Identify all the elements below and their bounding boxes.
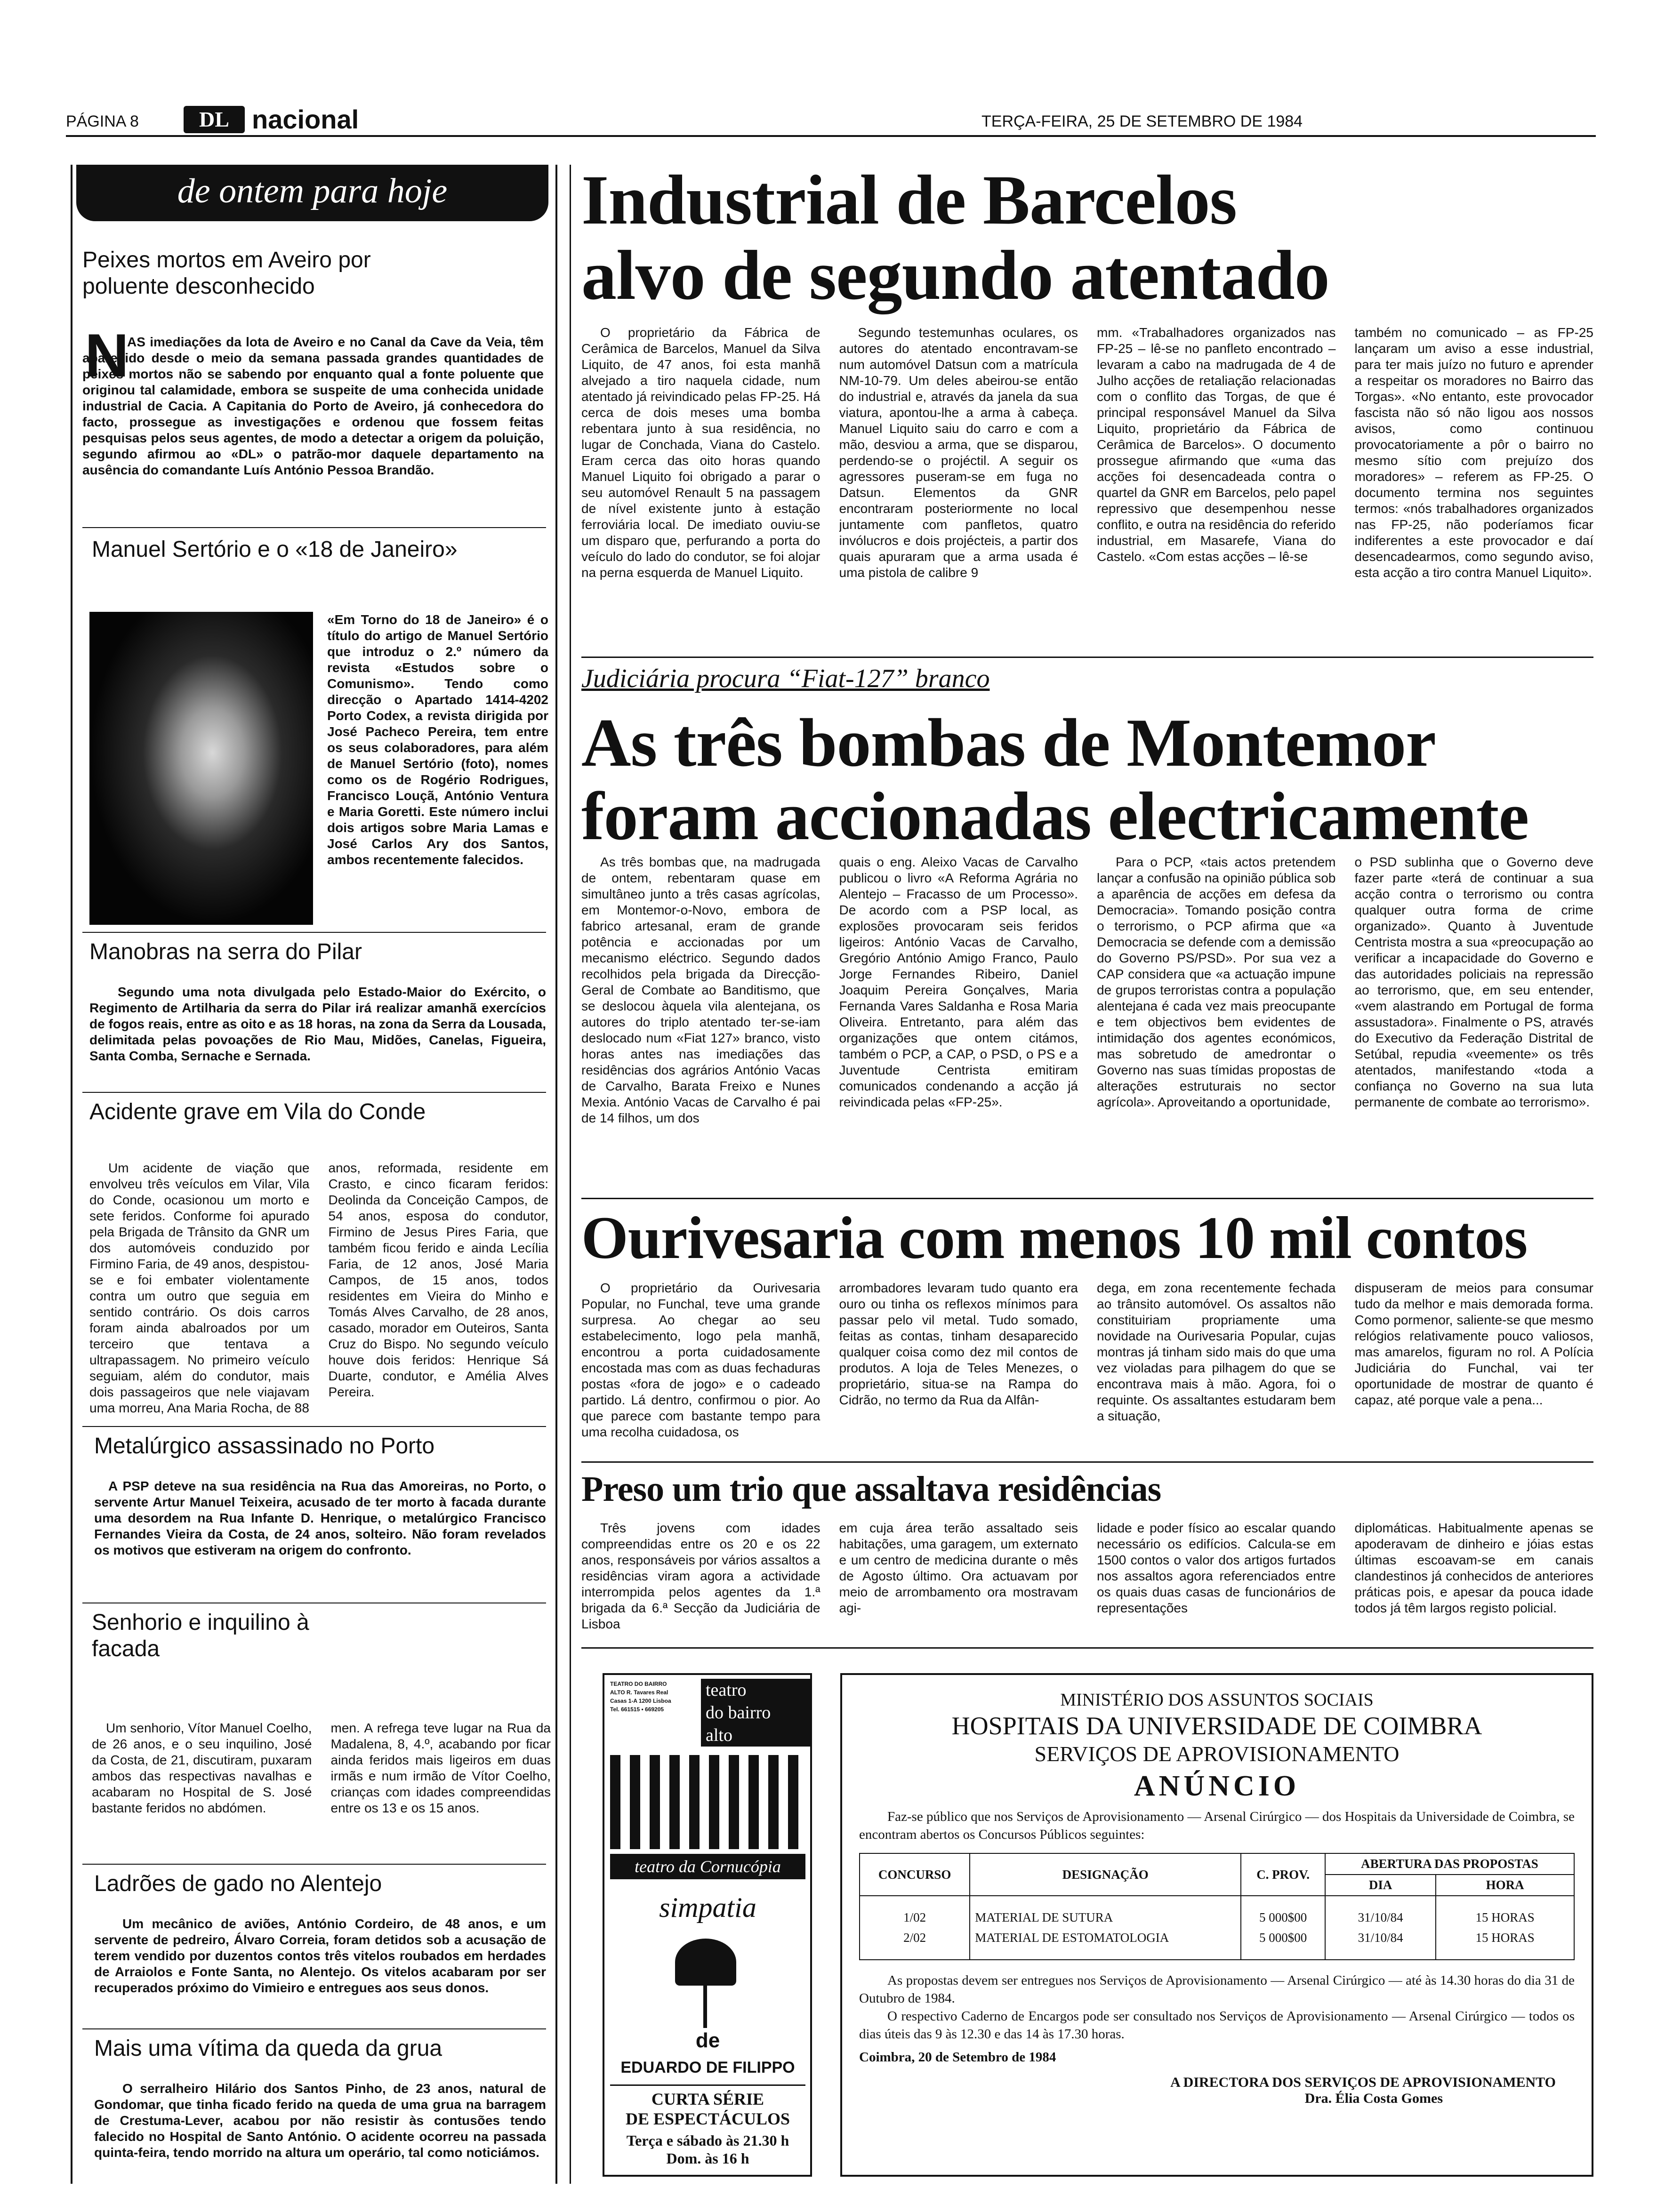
col-dia: DIA [1325,1875,1436,1896]
dl-logo: DL [184,106,245,133]
teatro-address: TEATRO DO BAIRRO ALTO R. Tavares Real Casas 1-A 1200 Lisboa Tel. 661515 • 669205 [610,1681,671,1713]
sidebar-item-manobras: Manobras na serra do Pilar Segundo uma nota divulgada pelo Estado-Maior do Exército, o Regimento de Artilharia da serra do Pilar irá realizar amanhã exercícios de fogos reais, entre as oito e as 18 horas, na zona da Serra da Lousada, delimitada pelas povoações de Rio Mau, Midões, Canelas, Figueira, Santa Comba, Sernache e Sernada. [89,939,546,1063]
showtimes: Terça e sábado às 21.30 h Dom. às 16 h [626,2132,789,2167]
sidebar-item-title: Metalúrgico assassinado no Porto [94,1434,435,1459]
col-hora: HORA [1436,1875,1574,1896]
ourivesaria-columns: O proprietário da Ourivesaria Popular, no Funchal, teve uma grande surpresa. Ao chegar ao seu estabelecimento, logo pela manhã, encontrou a porta cuidadosamente encostada mas com as duas fechaduras postas «fora de jogo» e o cadeado partido. Lá dentro, confirmou o pior. Ao que parece com bastante tempo para uma recolha cuidadosa, os arrombadores levaram tudo quanto era ouro ou tinha os reflexos mínimos para passar pelo vil metal. Tudo somado, feitas as contas, tinham desaparecido qualquer coisa como dez mil contos de produtos. A loja de Teles Menezes, o proprietário, situa-se na Rampa do Cidrão, no termo da Rua da Alfân- dega, em zona recentemente fechada ao trânsito automóvel. Os assaltos não constituiriam propriamente uma novidade na Ourivesaria Popular, cujas montras já tinham sido mais do que uma vez violadas para pilhagem do que se encontrava mais à mão. Agora, foi o requinte. Os assaltantes estudaram bem a situação, dispuseram de meios para consumar tudo da melhor e mais demorada forma. Como pormenor, saliente-se que mesmo relógios relativamente pouco valiosos, mas amarelos, figuram no rol. A Polícia Judiciária do Funchal, vai ter oportunidade de mostrar de quanto é capaz, até porque vale a pena... [581,1281,1593,1439]
peixes-body: AS imediações da lota de Aveiro e no Canal da Cave da Veia, têm aparecido desde o meio da semana passada grandes quantidades de peixes mortos não se sabendo por enquanto qual a fonte poluente que originou tal calamidade, embora se suspeite de uma conhecida unidade industrial de Cacia. A Capitania do Porto de Aveiro, já conhecedora do facto, prossegue as investigações e ordenou que fossem feitas pesquisas pelos seus agentes, de modo a detectar a origem da poluição, segundo afirmou ao «DL» o patrão-mor daquele departamento na ausência do comandante Luís António Pessoa Brandão. [82,335,544,477]
play-title: simpatia [659,1892,756,1923]
page-number: PÁGINA 8 [66,112,139,130]
sidebar-item-title: Peixes mortos em Aveiro por poluente desconhecido [82,248,371,299]
signature-title: A DIRECTORA DOS SERVIÇOS DE APROVISIONAMENTO [1170,2075,1556,2090]
teatro-logo: teatro do bairro alto [701,1679,812,1747]
montemor-headline: As três bombas de Montemor foram accionadas electricamente [581,705,1529,854]
sidebar-item-metalurgico: Metalúrgico assassinado no Porto A PSP deteve na sua residência na Rua das Amoreiras, no Porto, o servente Artur Manuel Teixeira, acusado de ter morto à facada durante uma desordem na Rua Infante D. Henrique, o metalúrgico Francisco Fernandes Vieira da Costa, de 24 anos, solteiro. Não foram revelados os motivos que estiveram na origem do confronto. [94,1434,546,1557]
sidebar-item-senhorio [92,1610,322,1662]
sidebar-sep [82,1864,546,1865]
hospital-ad [840,1673,1593,2177]
ministry: MINISTÉRIO DOS ASSUNTOS SOCIAIS [1060,1690,1374,1710]
barcelos-headline: Industrial de Barcelos alvo de segundo atentado [581,161,1329,314]
hospital-name: HOSPITAIS DA UNIVERSIDADE DE COIMBRA [951,1712,1482,1740]
sidebar-right-border [555,165,557,2184]
section-name: nacional [252,104,359,134]
sidebar-item-title: Ladrões de gado no Alentejo [94,1871,382,1896]
sidebar-item-title: Mais uma vítima da queda da grua [94,2036,442,2061]
preso-rule [581,1647,1593,1649]
sidebar-item-title: Senhorio e inquilino à facada [92,1610,309,1661]
sertorio-body: «Em Torno do 18 de Janeiro» é o título do artigo de Manuel Sertório que introduz o 2.º número da revista «Estudos sobre o Comunismo». Tendo como direcção o Apartado 1414-4202 Porto Codex, a revista dirigida por José Pacheco Pereira, tem entre os seus colaboradores, para além de Manuel Sertório (foto), nomes como os de Rogério Rodrigues, Francisco Louçã, António Ventura e Maria Goretti. Este número inclui dois artigos sobre Maria Lamas e José Carlos Ary dos Santos, ambos recentemente falecidos. [327,612,548,867]
concursos-table [859,1853,1575,1960]
sertorio-photo [89,612,313,925]
ad-rule [610,2084,805,2086]
masthead [66,106,1596,134]
sidebar-item-ladroes: Ladrões de gado no Alentejo Um mecânico de aviões, António Cordeiro, de 48 anos, e um servente de pedreiro, Álvaro Correia, foram detidos sob a acusação de terem vendido por duzentos contos três vitelos roubados em herdades de Arraiolos e Fonte Santa, no Alentejo. Os vitelos acabaram por ser recuperados próximo do Vimieiro e entregues aos seus donos. [94,1871,546,1995]
anuncio-title: ANÚNCIO [1134,1770,1300,1802]
barcelos-columns: O proprietário da Fábrica de Cerâmica de Barcelos, Manuel da Silva Liquito, de 47 anos, foi esta manhã alvejado a tiro naquela cidade, num atentado já reivindicado pelas FP-25. Há cerca de dois meses uma bomba rebentara junto à sua residência, no lugar de Conchada, Viana do Castelo. Eram cerca das oito horas quando Manuel Liquito foi obrigado a parar o seu automóvel Renault 5 na passagem de nível existente junto à estação ferroviária local. De imediato ouviu-se um disparo que, perfurando a porta do veículo do lado do condutor, se foi alojar na perna esquerda de Manuel Liquito. Segundo testemunhas oculares, os autores do atentado encontravam-se num automóvel Datsun com a matrícula NM-10-79. Um deles abeirou-se então do industrial e, através da janela da sua viatura, apontou-lhe a arma à cabeça. Manuel Liquito saiu do carro e com a mão, desviou a arma, que se disparou, perdendo-se o projéctil. A seguir os agressores puseram-se em fuga no Datsun. Elementos da GNR encontraram posteriormente no local juntamente com panfletos, quatro invólucros e dois projécteis, a partir dos quais apuraram que a arma usada é uma pistola de calibre 9 mm. «Trabalhadores organizados nas FP-25 – lê-se no panfleto encontrado – levaram a cabo na madrugada de 4 de Julho acções de retaliação relacionadas com o conflito das Torgas, de que é principal responsável Manuel da Silva Liquito, proprietário da Fábrica de Cerâmica de Barcelos». O documento prossegue afirmando que «uma das acções foi desencadeada contra o quartel da GNR em Barcelos, pelo papel repressivo que desempenhou nesse conflito, e outra na residência do referido industrial, em Masarefe, Viana do Castelo. «Com estas acções – lê-se também no comunicado – as FP-25 lançaram um aviso a esse industrial, para ter mais juízo no futuro e aprender a respeitar os moradores no Bairro das Torgas». «No entanto, este provocador fascista não só não ligou aos nossos avisos, como continuou provocatoriamente a pôr o bairro no mesmo sítio com prejuízo dos moradores» – referem as FP-25. O documento termina nos seguintes termos: «nós trabalhadores organizados nas FP-25, não poderíamos ficar indiferentes a este provocador e daí desencadearmos, como segundo aviso, esta acção a tiro contra Manuel Liquito». [581,325,1593,580]
barcelos-rule [581,657,1593,658]
preso-columns: Três jovens com idades compreendidas entre os 20 e os 22 anos, responsáveis por vários assaltos a residências viram agora a actividade interrompida pelos agentes da 1.ª brigada da 6.ª Secção da Judiciária de Lisboa em cuja área terão assaltado seis habitações, uma garagem, um externato e um centro de medicina durante o mês de Agosto último. Ora actuavam por meio de arrombamento ora mostravam agi- lidade e poder físico ao escalar quando necessário os edifícios. Calcula-se em 1500 contos o valor dos artigos furtados nos assaltos agora referenciados entre os quais duas casas de funcionários de representações diplomáticas. Habitualmente apenas se apoderavam de dinheiro e jóias estas últimas escoavam-se em canais clandestinos já conhecidos de anteriores práticas pois, e apesar da pouca idade todos já têm largos registo policial. [581,1521,1593,1631]
issue-date: TERÇA-FEIRA, 25 DE SETEMBRO DE 1984 [981,112,1303,130]
col-concurso: CONCURSO [860,1853,970,1896]
sidebar-sep [82,2028,546,2029]
col-designacao: DESIGNAÇÃO [970,1853,1241,1896]
masthead-rule [66,135,1596,137]
sidebar-item-title: Manuel Sertório e o «18 de Janeiro» [92,537,458,562]
preso-headline: Preso um trio que assaltava residências [581,1469,1161,1509]
sidebar-item-peixes [82,247,548,300]
sidebar-left-border [71,165,72,2184]
acidente-columns: Um acidente de viação que envolveu três veículos em Vilar, Vila do Conde, ocasionou um morto e sete feridos. Conforme foi apurado pela Brigada de Trânsito da GNR um dos automóveis conduzido por Firmino Faria, de 49 anos, despistou-se e foi embater violentamente contra um outro que seguia em sentido contrário. Os dois carros foram ainda abalroados por um terceiro que tentava a ultrapassagem. No primeiro veículo seguiam, além do condutor, mais dois passageiros que nele viajavam uma morreu, Ana Maria Rocha, de 88 anos, reformada, residente em Crasto, e cinco ficaram feridos: Deolinda da Conceição Campos, de 54 anos, esposa do condutor, Firmino de Jesus Pires Faria, que também ficou ferido e ainda Lecília Faria, de 12 anos, José Maria Campos, de 15 anos, todos residentes em Vieira do Minho e Tomás Alves Carvalho, de 28 anos, casado, morador em Outeiros, Santa Cruz do Bispo. No segundo veículo houve dois feridos: Henrique Sá Duarte, condutor, e Amélia Alves Pereira. [89,1161,548,1415]
dancers-illustration [610,1755,805,1849]
sidebar-sep [82,527,546,528]
series-label: CURTA SÉRIE DE ESPECTÁCULOS [625,2090,790,2128]
montemor-rule [581,1198,1593,1199]
col-abertura: ABERTURA DAS PROPOSTAS [1325,1853,1574,1875]
sidebar-sep [82,932,546,933]
senhorio-columns: Um senhorio, Vítor Manuel Coelho, de 26 anos, e o seu inquilino, José da Costa, de 21, discutiram, puxaram ambos das respectivas navalhas e acabaram no Hospital de S. José bastante feridos no abdómen. men. A refrega teve lugar na Rua da Madalena, 8, 4.º, acabando por ficar ainda feridos mais ligeiros em duas irmãs e num irmão de Vítor Coelho, crianças com idades compreendidas entre os 13 e os 15 anos. [92,1721,551,1815]
sidebar-item-title: Manobras na serra do Pilar [89,939,362,964]
teatro-ad [603,1673,812,2177]
sidebar-sep [82,1092,546,1093]
service-name: SERVIÇOS DE APROVISIONAMENTO [1034,1742,1400,1766]
table-row: 2/02 MATERIAL DE ESTOMATOLOGIA 5 000$00 31/10/84 15 HORAS [860,1928,1574,1960]
sidebar-banner [76,165,548,221]
montemor-columns: As três bombas que, na madrugada de ontem, rebentaram quase em simultâneo junto a três casas agrícolas, em Montemor-o-Novo, embora de fabrico artesanal, eram de grande potência e accionadas por um mecanismo eléctrico. Segundo dados recolhidos pela brigada da Direcção-Geral de Combate ao Banditismo, que se deslocou àquela vila alentejana, os autores do triplo atentado ter-se-iam deslocado num «Fiat 127» branco, visto horas antes nas imediações das residências dos agrários António Vacas de Carvalho, Barata Freixo e Nunes Mexia. António Vacas de Carvalho é pai de 14 filhos, um dos quais o eng. Aleixo Vacas de Carvalho publicou o livro «A Reforma Agrária no Alentejo – Fracasso de um Processo». De acordo com a PSP local, as explosões provocaram seis feridos ligeiros: António Vacas de Carvalho, Gregório António Amigo Franco, Paulo Jorge Fernandes Ribeiro, Daniel Joaquim Pereira Gonçalves, Maria Fernanda Vares Saldanha e Rosa Maria Oliveira. Entretanto, para além das organizações que ontem citámos, também o PCP, a CAP, o PSD, o PS e a Juventude Centrista emitiram comunicados condenando a acção já reivindicada pelas «FP-25». Para o PCP, «tais actos pretendem lançar a confusão na opinião pública sob a aparência de acções em defesa da Democracia». Tomando posição contra o terrorismo, o PCP afirma que «a Democracia se defende com a demissão do Governo PS/PSD». Por sua vez a CAP considera que «a actuação impune de grupos terroristas contra a população alentejana é cada vez mais preocupante e tem objectivos bem evidentes de intimidação dos agentes económicos, mas sobretudo de amedrontar o Governo nas suas tímidas propostas de alterações estruturais no sector agrícola». Aproveitando a oportunidade, o PSD sublinha que o Governo deve fazer parte «terá de continuar a sua acção contra o terrorismo ou contra qualquer outra forma de crime organizado». Quanto à Juventude Centrista mostra a sua «preocupação ao verificar a incapacidade do Governo e das autoridades policiais na repressão ao terrorismo, que, em seu entender, «vem alastrando em Portugal de forma assustadora». Finalmente o PS, através do Executivo da Federação Distrital de Setúbal, repudia «veemente» os três atentados, manifestando «toda a confiança no Governo na sua luta permanente de combate ao terrorismo». [581,855,1593,1125]
company-name: teatro da Cornucópia [635,1857,781,1876]
sidebar-banner-title: de ontem para hoje [177,172,448,210]
flower-stem [703,1986,707,2028]
signature-name: Dra. Élia Costa Gomes [1304,2091,1443,2106]
sidebar-item-grua: Mais uma vítima da queda da grua O serralheiro Hilário dos Santos Pinho, de 23 anos, natural de Gondomar, que tinha ficado ferido na queda de uma grua na barragem de Crestuma-Lever, acabou por não resistir às contusões tendo falecido no Hospital de Santo António. O acidente ocorreu na passada quinta-feira, tendo morrido na altura um operário, tal como noticiámos. [94,2036,546,2160]
play-de: de [695,2029,720,2052]
peixes-dropcap: N [85,321,129,390]
sidebar-item-sertorio [92,537,548,563]
col-cprov: C. PROV. [1241,1853,1325,1896]
play-author: EDUARDO DE FILIPPO [620,2059,795,2076]
sidebar-item-acidente [89,1099,548,1125]
flowers-illustration [675,1939,736,1986]
ourivesaria-rule [581,1461,1593,1463]
delivery-text: As propostas devem ser entregues nos Serviços de Aprovisionamento — Arsenal Cirúrgico — até às 14.30 horas do dia 31 de Outubro de 1984. [859,1973,1575,2006]
caderno-text: O respectivo Caderno de Encargos pode ser consultado nos Serviços de Aprovisionamento — Arsenal Cirúrgico — todos os dias úteis das 9 às 12.30 e das 14 às 17.30 horas. [859,2009,1575,2042]
table-row: 1/02 MATERIAL DE SUTURA 5 000$00 31/10/84 15 HORAS [860,1896,1574,1928]
intro-text: Faz-se público que nos Serviços de Aprovisionamento — Arsenal Cirúrgico — dos Hospitais da Universidade de Coimbra, se encontram abertos os Concursos Públicos seguintes: [859,1809,1575,1842]
montemor-kicker: Judiciária procura “Fiat-127” branco [581,664,990,693]
column-divider [570,165,571,2184]
sidebar-sep [82,1426,546,1427]
sidebar-item-title: Acidente grave em Vila do Conde [89,1099,426,1124]
ourivesaria-headline: Ourivesaria com menos 10 mil contos [581,1204,1528,1271]
place-date: Coimbra, 20 de Setembro de 1984 [859,2050,1056,2065]
